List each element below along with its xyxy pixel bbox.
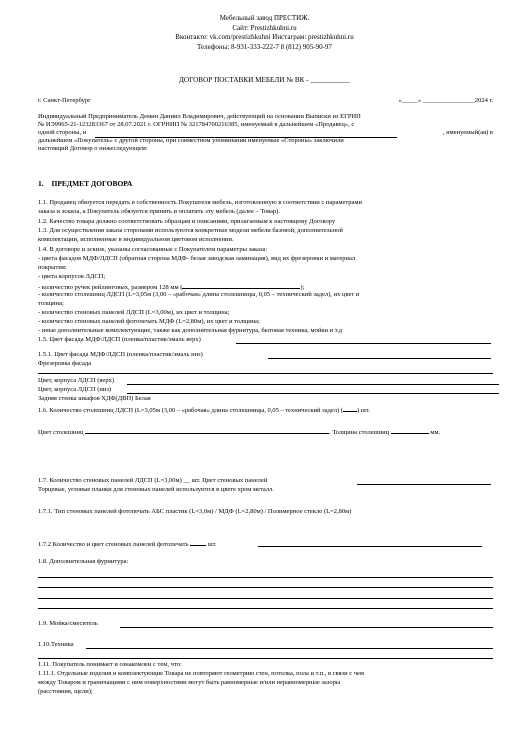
contract-title: ДОГОВОР ПОСТАВКИ МЕБЕЛИ № ВК - ___________ (179, 76, 350, 84)
milling-label: Фрезеровка фасада (38, 360, 92, 367)
back-wall-note: Задняя стенка шкафов ХДФ(ДВП) Белая (38, 395, 151, 402)
worktop-color-label: Цвет столешниц (38, 429, 84, 436)
facade-bottom-color-field[interactable] (268, 358, 491, 359)
clause-1-5-1: 1.5.1. Цвет фасада МДФ/ЛДСП (пленка/пластик/эмаль низ) (38, 351, 203, 358)
clause-1-2: 1.2. Качество товара должно соответствовать образцам и описаниям, прилагаемым к настоящему Договору (38, 218, 336, 225)
hardware-field-line[interactable] (38, 587, 493, 588)
clause-1-4: 1.4. В договоре и эскизе, указаны согласованные с Покупателем параметры заказа: (38, 246, 268, 253)
section-number: 1. (38, 179, 44, 188)
clause-1-8: 1.8. Дополнительная фурнитура: (38, 558, 129, 565)
clause-text: 1.7.2 Количество и цвет стеновых панелей фотопечать (38, 541, 189, 548)
worktop-row (38, 427, 493, 437)
city-date-row (38, 97, 493, 105)
parameter-text: ); (300, 284, 305, 291)
section-heading (38, 180, 493, 188)
preamble-line (38, 129, 493, 137)
clause-1-1-cont: заказа и эскиза, а Покупатель обязуется принять и оплатить эту мебель (далее – Товар). (38, 208, 280, 215)
preamble-text: одной стороны, и (38, 129, 87, 136)
worktop-thickness-label: . Толщина столешниц (329, 429, 390, 436)
body-bottom-color-field[interactable] (127, 393, 499, 394)
body-bottom-label: Цвет, корпуса ЛДСП (низ) (38, 386, 112, 393)
appliances-field-extra[interactable] (38, 658, 493, 659)
photo-panels-color-field[interactable] (258, 546, 482, 547)
contract-date: «_____» ________________2024 г. (398, 97, 493, 104)
clause-1-9: 1.9. Мойка/смеситель (38, 620, 98, 627)
wall-panel-color-field[interactable] (357, 484, 491, 485)
handles-count-field[interactable] (182, 282, 300, 289)
clause-1-7: 1.7. Количество стеновых панелей ЛДСП (L=3,00м) __ шт. Цвет стеновых панелей (38, 477, 268, 484)
phone-numbers: Телефоны: 8-931-333-222-7 8 (812) 905-90-97 (197, 43, 332, 52)
preamble-line: настоящий Договор о нижеследующем: (38, 145, 148, 152)
parameter-item: - количество стеновых панелей фотопечать МДФ (L=2,80м), их цвет и толщина; (38, 318, 260, 325)
hardware-field-line[interactable] (38, 608, 493, 609)
social-links: Вконтакте: vk.com/prestizhkuhni Инстаграм: prestizhkuhni.ru (175, 33, 354, 42)
parameter-item: покрытия; (38, 264, 67, 271)
parameter-item: - цвета фасадов МДФ/ЛДСП (обратная сторона МДФ- белая заводская ламинация), вид их фрезеровки и материал (38, 255, 356, 262)
worktop-thickness-field[interactable] (391, 427, 429, 434)
company-header (0, 14, 529, 53)
clause-1-1: 1.1. Продавец обязуется передать в собственность Покупателя мебель, изготовленную в соответствии с параметрами (38, 199, 363, 206)
parameter-item: толщина; (38, 300, 64, 307)
clause-1-7-note: Торцевые, угловые планки для стеновых панелей используются в цвете хром металл. (38, 486, 274, 493)
clause-1-11-1-cont: (расстояния, щели); (38, 688, 93, 695)
body-top-label: Цвет, корпуса ЛДСП (верх) (38, 377, 114, 384)
clause-1-3-cont: комплектации, исполненные в индивидуальном цветовом исполнении. (38, 236, 234, 243)
preamble-line: Индивидуальный Предприниматель Демин Даниил Владимирович, действующий на основании Выписки из ЕГРИП (38, 113, 361, 120)
appliances-field[interactable] (86, 648, 493, 649)
section-title: ПРЕДМЕТ ДОГОВОРА (51, 179, 133, 188)
sink-mixer-field[interactable] (120, 627, 493, 628)
clause-1-6 (38, 405, 493, 415)
parameter-item: - иные дополнительные комплектующие, также как дополнительная фурнитура, бытовая техника, мойки и т.д (38, 327, 343, 334)
unit-text: шт. (207, 541, 217, 548)
worktop-color-field[interactable] (85, 427, 329, 434)
website: Сайт: Prestizhkuhni.ru (232, 23, 297, 32)
clause-1-11: 1.11. Покупатель понимает и ознакомлен с тем, что: (38, 661, 182, 668)
clause-1-11-1: 1.11.1. Отдельные изделия и комплектующие Товара не повторяют геометрию стен, потолка, пола и т.п., в связи с чем (38, 670, 364, 677)
worktops-count-field[interactable] (343, 405, 357, 412)
parameter-item: - количество стеновых панелей ЛДСП (L=3,00м), их цвет и толщина; (38, 309, 230, 316)
clause-text: ) шт. (356, 407, 370, 414)
clause-1-5: 1.5. Цвет фасада МДФ/ЛДСП (пленка/пластик/эмаль верх) (38, 336, 201, 343)
body-top-color-field[interactable] (127, 384, 499, 385)
facade-top-color-field[interactable] (236, 343, 491, 344)
city: г. Санкт-Петербург (38, 97, 91, 104)
clause-1-3: 1.3. Для осуществления заказа сторонами используются конкретные модели мебели базовой, дополнительной (38, 227, 343, 234)
parameter-item: - количество столешниц ЛДСП (L=3,05м (3,00 – «рабочая» длина столешницы, 0,05 – технический задел), их цвет и (38, 291, 360, 298)
milling-field[interactable] (38, 373, 493, 374)
clause-1-10: 1.10.Техника (38, 641, 74, 648)
preamble-line: № ИЭ9965-21-123283367 от 28.07.2021 г. ОГРНИП № 321784700216385, именуемый в дальнейшем «Продавец», с (38, 121, 355, 128)
hardware-field-line[interactable] (38, 598, 493, 599)
parameter-text: - количество ручек рейлинговых, размером 128 мм ( (38, 284, 183, 291)
mm-unit: мм. (430, 429, 441, 436)
photo-panels-count-field[interactable] (190, 539, 206, 546)
preamble-line: дальнейшем «Покупатель» с другой стороны, при совместном упоминании именуемые «Стороны» заключили (38, 137, 344, 144)
clause-1-11-1-cont: между Товаром и граничащими с ним поверхностями могут быть равномерные и/или неравномерные зазоры (38, 679, 341, 686)
hardware-field-line[interactable] (38, 577, 493, 578)
factory-name: Мебельный завод ПРЕСТИЖ. (219, 14, 310, 22)
preamble-text: , именуемый(ая) в (442, 129, 493, 136)
clause-1-7-2 (38, 539, 493, 549)
clause-1-7-1: 1.7.1. Тип стеновых панелей фотопечать АБС пластик (L=3,0м) / МДФ (L=2,80м) / Полимерное стекло (L=2,80м) (38, 508, 352, 515)
parameter-item: - цвета корпусов ЛДСП; (38, 273, 106, 280)
clause-text: 1.6. Количество столешниц ЛДСП (L=3,05м (3,00 – «рабочая» длина столешницы, 0,05 – технический задел) ( (38, 407, 343, 414)
